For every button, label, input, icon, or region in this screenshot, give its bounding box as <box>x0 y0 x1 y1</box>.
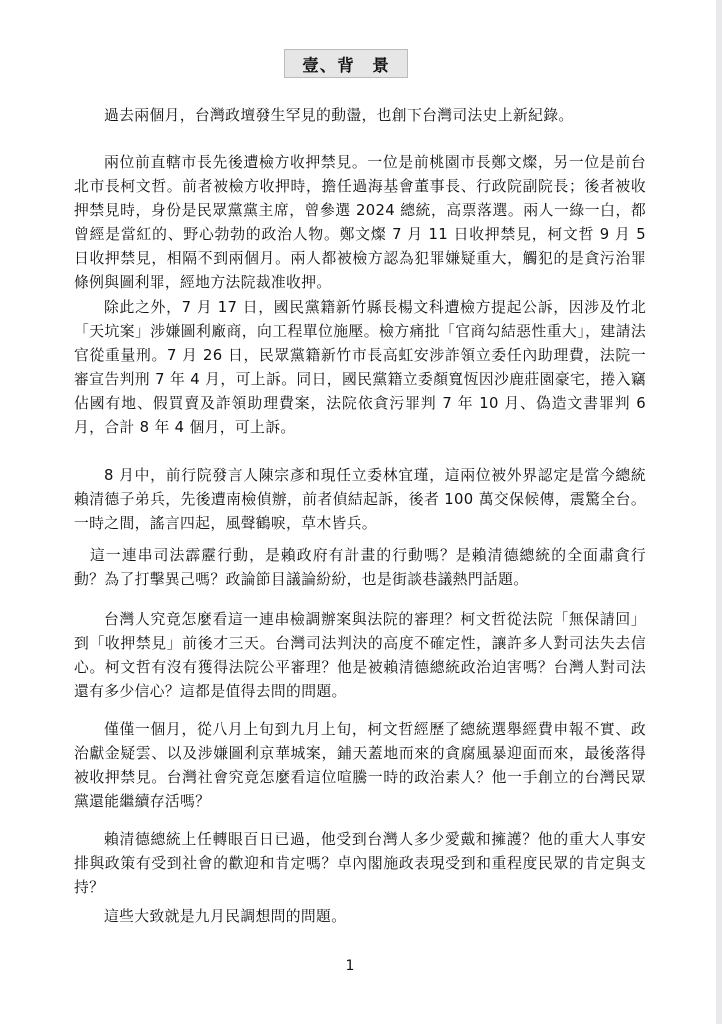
section-heading: 壹、背 景 <box>302 55 390 75</box>
paragraph-8: 賴清德總統上任轉眼百日已過，他受到台灣人多少愛戴和擁護？他的重大人事安排與政策有受到社會的歡迎和肯定嗎？卓內閣施政表現受到和重程度民眾的肯定與支持？ <box>74 831 646 896</box>
section-heading-box <box>284 49 408 78</box>
paragraph-1: 過去兩個月，台灣政壇發生罕見的動盪，也創下台灣司法史上新紀錄。 <box>104 107 574 124</box>
paragraph-9: 這些大致就是九月民調想問的問題。 <box>104 908 347 925</box>
paragraph-4: 8 月中，前行院發言人陳宗彥和現任立委林宜瑾，這兩位被外界認定是當今總統賴清德子弟兵，先後遭南檢偵辦，前者偵結起訴，後者 100 萬交保候傳，震驚全台。一時之間，謠言四起，風聲鶴唳，草木皆兵。 <box>74 467 646 532</box>
paragraph-7: 僅僅一個月，從八月上旬到九月上旬，柯文哲經歷了總統選舉經費申報不實、政治獻金疑雲、以及涉嫌圖利京華城案，鋪天蓋地而來的貪腐風暴迎面而來，最後落得被收押禁見。台灣社會究竟怎麼看這位喧騰一時的政治素人？他一手創立的台灣民眾黨還能繼續存活嗎？ <box>74 721 646 810</box>
page-number: 1 <box>345 958 355 974</box>
paragraph-6: 台灣人究竟怎麼看這一連串檢調辦案與法院的審理？柯文哲從法院「無保請回」到「收押禁見」前後才三天。台灣司法判決的高度不確定性，讓許多人對司法失去信心。柯文哲有沒有獲得法院公平審理？他是被賴清德總統政治迫害嗎？台灣人對司法還有多少信心？這都是值得去問的問題。 <box>74 611 646 700</box>
paragraph-2: 兩位前直轄市長先後遭檢方收押禁見。一位是前桃園市長鄭文燦，另一位是前台北市長柯文哲。前者被檢方收押時，擔任過海基會董事長、行政院副院長；後者被收押禁見時，身份是民眾黨黨主席，曾參選 2024 總統，高票落選。兩人一綠一白，都曾經是當紅的、野心勃勃的政治人物。鄭文燦 7 月 11 日收押禁見，柯文哲 9 月 5 日收押禁見，相隔不到兩個月。兩人都被檢方認為犯罪嫌疑重大，觸犯的是貪污治罪條例與圖利罪，經地方法院裁准收押。 <box>74 154 646 291</box>
paragraph-5: 這一連串司法霹靂行動，是賴政府有計畫的行動嗎？是賴清德總統的全面肅貪行動？為了打擊異己嗎？政論節目議論紛紛，也是街談巷議熱門話題。 <box>74 547 646 588</box>
page-edge <box>716 0 722 1024</box>
paragraph-3: 除此之外，7 月 17 日，國民黨籍新竹縣長楊文科遭檢方提起公訴，因涉及竹北「天坑案」涉嫌圖利廠商，向工程單位施壓。檢方痛批「官商勾結惡性重大」，建請法官從重量刑。7 月 26 日，民眾黨籍新竹市長高虹安涉詐領立委任內助理費，法院一審宣告判刑 7 年 4 月，可上訴。同日，國民黨籍立委顏寬恆因沙鹿莊園豪宅，捲入竊佔國有地、假買賣及詐領助理費案，法院依貪污罪判 7 年 10 月、偽造文書罪判 6 月，合計 8 年 4 個月，可上訴。 <box>74 299 646 436</box>
